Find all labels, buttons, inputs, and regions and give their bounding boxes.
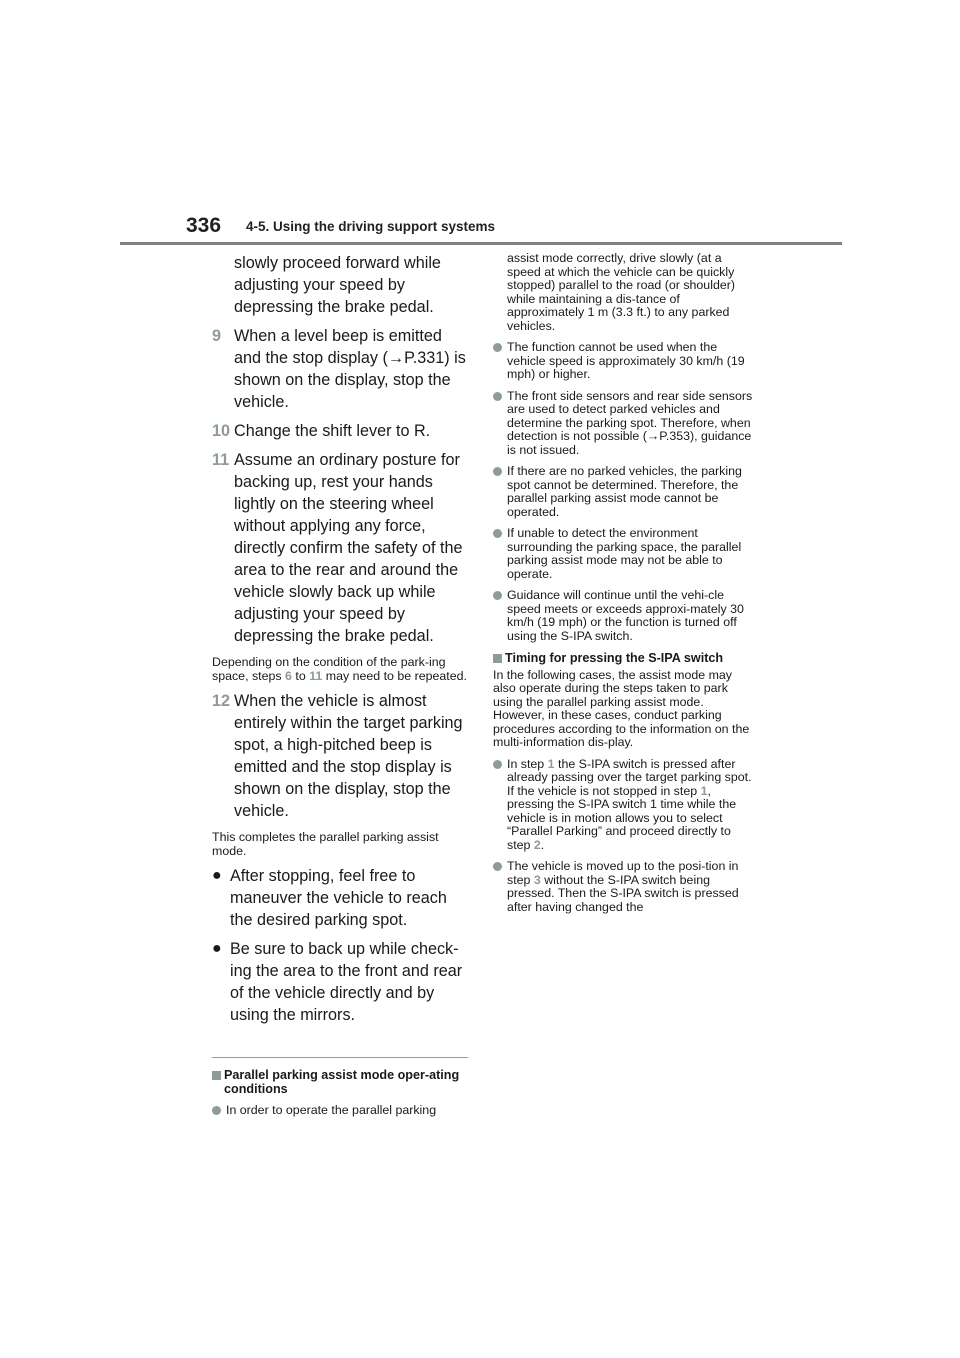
list-item: [493, 758, 753, 853]
list-item-text: , pressing the S-IPA switch 1 time while the vehicle is in motion allows you to select “Parallel Parking” and proceed directly to step: [507, 783, 737, 852]
step-ref: 2: [533, 837, 541, 852]
bullet-icon: ●: [212, 940, 222, 957]
step-number: 12: [212, 692, 231, 710]
list-item-text-cont: P.353), guidance is not issued.: [507, 429, 752, 457]
timing-paragraph: In the following cases, the assist mode may also operate during the steps taken to park using the parallel parking assist mode. However, in these cases, conduct parking procedures according to the information on the multi-information dis-play.: [493, 667, 750, 749]
list-item-text: In step: [507, 756, 545, 771]
step-text-cont: P.331) is shown on the display, stop the vehicle.: [234, 349, 466, 411]
bullet-icon: ●: [212, 867, 222, 884]
list-item-text: In order to operate the parallel parking: [226, 1103, 437, 1117]
header-rule: [120, 242, 842, 245]
step-11: [212, 449, 468, 647]
step-ref: 3: [533, 872, 541, 887]
bullet-icon: [493, 760, 502, 769]
arrow-icon: →: [646, 429, 660, 443]
list-item-text: The function cannot be used when the vehicle speed is approximately 30 km/h (19 mph) or higher.: [507, 340, 745, 381]
step-text: Change the shift lever to R.: [234, 422, 431, 440]
step-text: When a level beep is emitted and the stop display (: [234, 327, 442, 367]
step-number: 9: [212, 327, 222, 345]
note-text: may need to be repeated.: [325, 668, 467, 683]
subheading-timing: [493, 652, 753, 666]
continued-step-text: slowly proceed forward while adjusting your speed by depressing the brake pedal.: [234, 254, 441, 316]
list-item-text: The front side sensors and rear side sensors are used to detect parked vehicles and determine the parking spot. Therefore, when detection is not possible (: [507, 388, 753, 443]
bullet-text: After stopping, feel free to maneuver the vehicle to reach the desired parking spot.: [230, 867, 447, 929]
list-item-text: .: [540, 837, 545, 852]
completion-note: This completes the parallel parking assist mode.: [212, 830, 439, 858]
square-icon: [493, 654, 502, 663]
step-ref: 6: [285, 668, 292, 683]
list-item: [493, 341, 753, 382]
bullet-icon: [493, 862, 502, 871]
square-icon: [212, 1071, 221, 1080]
bullet-text: Be sure to back up while check-ing the area to the front and rear of the vehicle directly and by using the mirrors.: [230, 940, 463, 1024]
subheading-operating-conditions: [212, 1069, 468, 1096]
subheading-text: Timing for pressing the S-IPA switch: [505, 651, 724, 665]
continued-item-text: assist mode correctly, drive slowly (at a speed at which the vehicle can be quickly stopped) parallel to the road (or shoulder) while maintaining a dis-tance of approximately 1 m (3.3 ft.) to any parked vehicles.: [507, 251, 735, 333]
step-text: Assume an ordinary posture for backing up, rest your hands lightly on the steering wheel without applying any force, directly confirm the safety of the area to the rear and around the vehicle slowly back up while adjusting your speed by depressing the brake pedal.: [234, 451, 463, 645]
note-text: Depending on the condition of the park-ing space, steps: [212, 655, 446, 683]
step-number: 11: [212, 451, 230, 469]
list-item: [493, 390, 753, 458]
section-divider: [212, 1057, 468, 1058]
list-item-text: without the S-IPA switch being pressed. Then the S-IPA switch is pressed after having changed the: [507, 872, 739, 914]
bullet-item: [212, 865, 468, 931]
list-item: [212, 1104, 468, 1118]
step-9: [212, 325, 468, 413]
note-text: to: [295, 668, 306, 683]
list-item-text: If there are no parked vehicles, the parking spot cannot be determined. Therefore, the parallel parking assist mode cannot be operated.: [507, 464, 742, 519]
bullet-item: [212, 938, 468, 1026]
list-item: [493, 465, 753, 519]
step-ref: 1: [547, 756, 555, 771]
step-text: When the vehicle is almost entirely within the target parking spot, a high-pitched beep is emitted and the stop display is shown on the display, stop the vehicle.: [234, 692, 463, 820]
section-title: 4-5. Using the driving support systems: [246, 219, 496, 234]
list-item-text: If unable to detect the environment surrounding the parking space, the parallel parking assist mode may not be able to operate.: [507, 526, 742, 581]
left-column: [212, 252, 468, 1118]
page-header: [0, 0, 960, 250]
right-column: [493, 252, 753, 914]
step-number: 10: [212, 422, 231, 440]
list-item: [493, 527, 753, 581]
list-item-text: Guidance will continue until the vehi-cle speed meets or exceeds approxi-mately 30 km/h (19 mph) or the function is turned off using the S-IPA switch.: [507, 588, 744, 643]
step-ref: 11: [309, 668, 323, 683]
arrow-icon: →: [387, 349, 405, 367]
step-ref: 1: [700, 783, 708, 798]
bullet-icon: [493, 467, 502, 476]
bullet-icon: [212, 1106, 221, 1115]
list-item-text: If the vehicle is not stopped in step: [507, 783, 698, 798]
list-item-text: the S-IPA switch is pressed after already passing over the target parking spot.: [507, 756, 752, 784]
bullet-icon: [493, 529, 502, 538]
page-number: 336: [186, 214, 222, 237]
bullet-icon: [493, 392, 502, 401]
subheading-text: Parallel parking assist mode oper-ating conditions: [224, 1068, 460, 1096]
repeat-note: [212, 656, 468, 683]
bullet-icon: [493, 591, 502, 600]
step-10: [212, 420, 468, 442]
list-item: [493, 860, 753, 914]
list-item-text: The vehicle is moved up to the posi-tion in step: [507, 859, 739, 887]
list-item: [493, 589, 753, 643]
step-12: [212, 690, 468, 822]
bullet-icon: [493, 343, 502, 352]
